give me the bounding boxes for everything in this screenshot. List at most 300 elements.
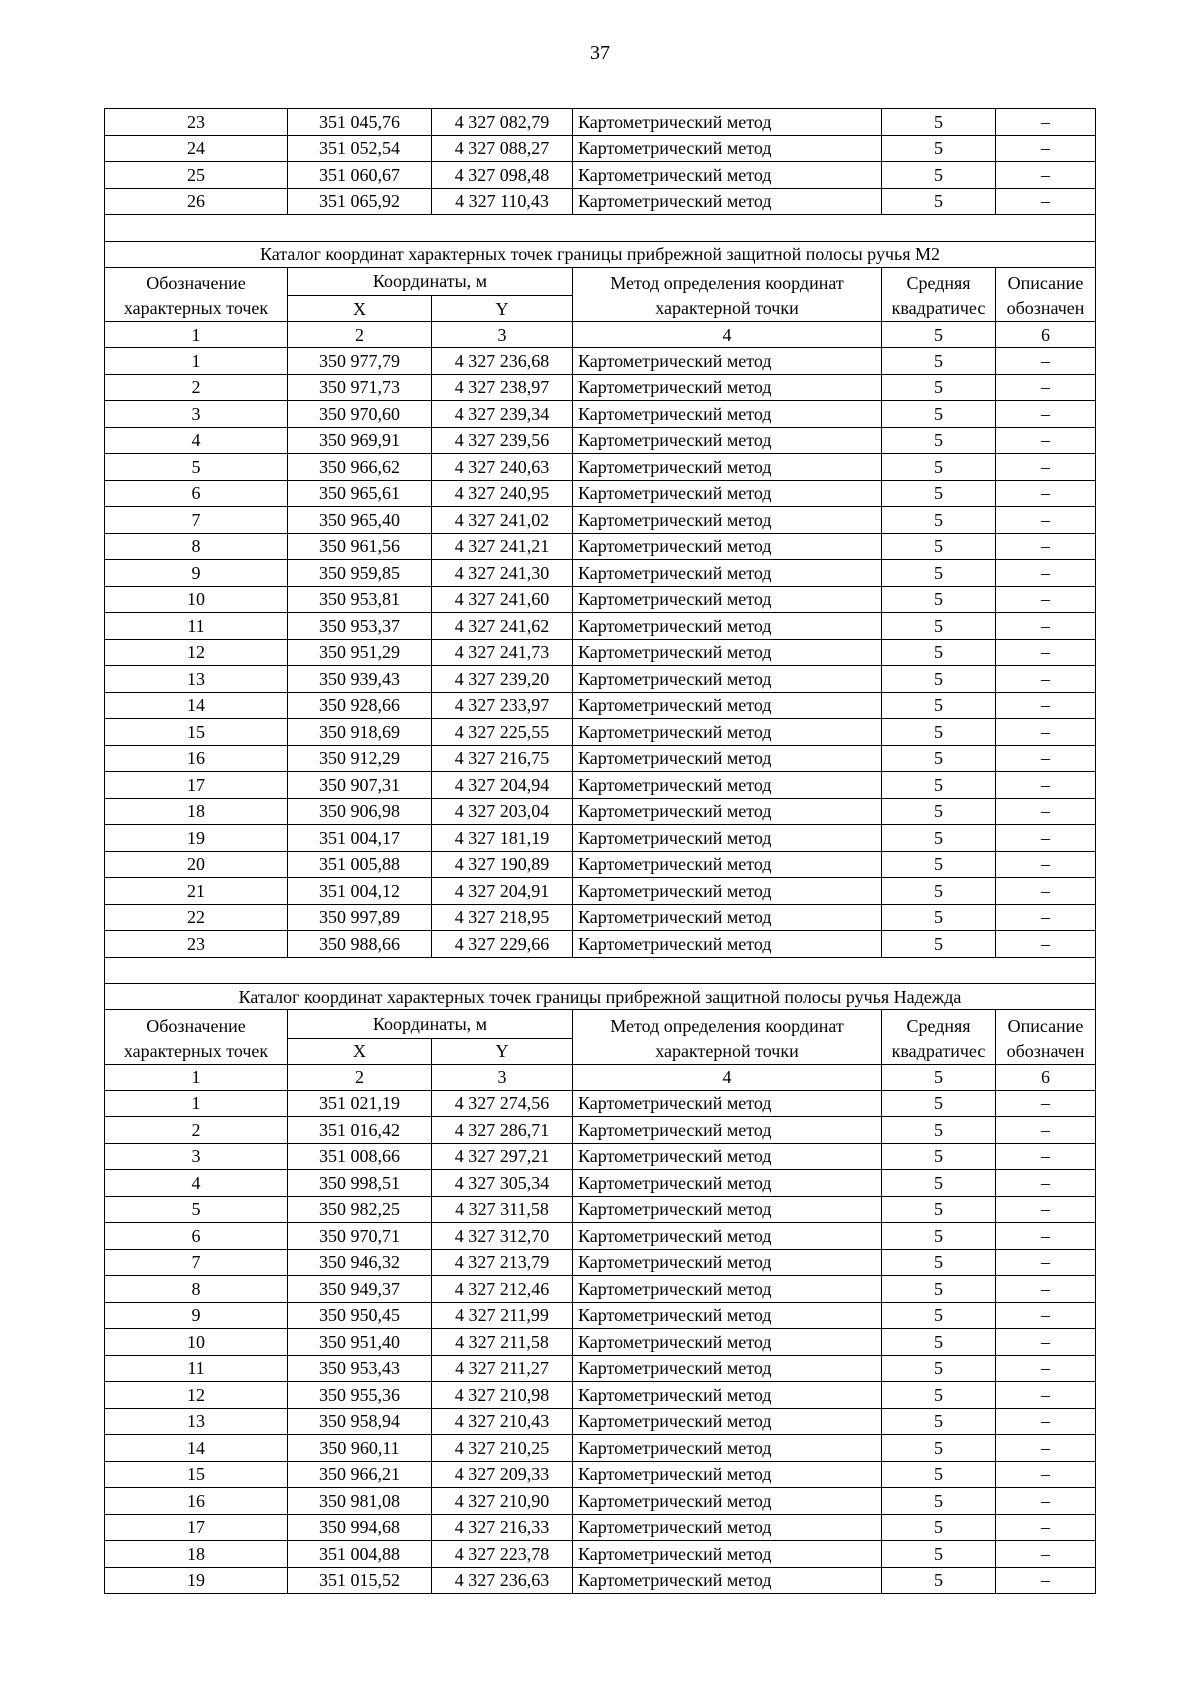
table-row	[105, 1143, 1096, 1170]
point-number-cell: 13	[105, 666, 288, 693]
point-number-cell: 12	[105, 1382, 288, 1409]
spacer-row	[105, 215, 1096, 242]
y-coordinate-cell: 4 327 297,21	[432, 1143, 573, 1170]
x-coordinate-cell: 351 005,88	[288, 851, 432, 878]
point-number-cell: 9	[105, 560, 288, 587]
x-coordinate-cell: 350 906,98	[288, 798, 432, 825]
table-row	[105, 1090, 1096, 1117]
column-number-row	[105, 322, 1096, 348]
method-cell: Картометрический метод	[573, 745, 882, 772]
x-coordinate-cell: 351 016,42	[288, 1117, 432, 1144]
x-coordinate-cell: 350 918,69	[288, 719, 432, 746]
method-cell: Картометрический метод	[573, 586, 882, 613]
method-cell: Картометрический метод	[573, 1223, 882, 1250]
mean-error-cell: 5	[882, 507, 996, 534]
mean-error-cell: 5	[882, 1117, 996, 1144]
description-cell: –	[996, 109, 1096, 136]
header-x: X	[288, 1038, 432, 1064]
x-coordinate-cell: 350 965,40	[288, 507, 432, 534]
point-number-cell: 4	[105, 427, 288, 454]
header-x: X	[288, 296, 432, 322]
mean-error-cell: 5	[882, 1276, 996, 1303]
point-number-cell: 24	[105, 135, 288, 162]
x-coordinate-cell: 350 939,43	[288, 666, 432, 693]
description-cell: –	[996, 1276, 1096, 1303]
spacer-row	[105, 957, 1096, 984]
description-cell: –	[996, 374, 1096, 401]
y-coordinate-cell: 4 327 210,98	[432, 1382, 573, 1409]
header-point-bottom: характерных точек	[105, 296, 288, 322]
table-row	[105, 162, 1096, 189]
point-number-cell: 1	[105, 1090, 288, 1117]
y-coordinate-cell: 4 327 236,68	[432, 348, 573, 375]
description-cell: –	[996, 1302, 1096, 1329]
method-cell: Картометрический метод	[573, 1541, 882, 1568]
y-coordinate-cell: 4 327 209,33	[432, 1461, 573, 1488]
table-row	[105, 1302, 1096, 1329]
method-cell: Картометрический метод	[573, 1302, 882, 1329]
header-mean-bottom: квадратичес	[882, 296, 996, 322]
point-number-cell: 18	[105, 1541, 288, 1568]
header-y: Y	[432, 296, 573, 322]
header-description-top: Описание	[996, 267, 1096, 296]
x-coordinate-cell: 350 970,60	[288, 401, 432, 428]
y-coordinate-cell: 4 327 211,99	[432, 1302, 573, 1329]
table-row	[105, 745, 1096, 772]
column-number: 3	[432, 322, 573, 348]
y-coordinate-cell: 4 327 210,43	[432, 1408, 573, 1435]
x-coordinate-cell: 350 966,21	[288, 1461, 432, 1488]
method-cell: Картометрический метод	[573, 109, 882, 136]
x-coordinate-cell: 350 969,91	[288, 427, 432, 454]
table-body	[105, 109, 1096, 1594]
table-row	[105, 1382, 1096, 1409]
header-point-top: Обозначение	[105, 267, 288, 296]
description-cell: –	[996, 586, 1096, 613]
y-coordinate-cell: 4 327 181,19	[432, 825, 573, 852]
description-cell: –	[996, 1170, 1096, 1197]
description-cell: –	[996, 904, 1096, 931]
method-cell: Картометрический метод	[573, 1090, 882, 1117]
x-coordinate-cell: 350 953,43	[288, 1355, 432, 1382]
mean-error-cell: 5	[882, 374, 996, 401]
header-y: Y	[432, 1038, 573, 1064]
y-coordinate-cell: 4 327 274,56	[432, 1090, 573, 1117]
method-cell: Картометрический метод	[573, 666, 882, 693]
x-coordinate-cell: 350 958,94	[288, 1408, 432, 1435]
method-cell: Картометрический метод	[573, 1143, 882, 1170]
method-cell: Картометрический метод	[573, 719, 882, 746]
method-cell: Картометрический метод	[573, 427, 882, 454]
spacer-cell	[105, 957, 1096, 984]
mean-error-cell: 5	[882, 188, 996, 215]
x-coordinate-cell: 351 021,19	[288, 1090, 432, 1117]
x-coordinate-cell: 350 955,36	[288, 1382, 432, 1409]
table-row	[105, 188, 1096, 215]
table-row	[105, 109, 1096, 136]
mean-error-cell: 5	[882, 931, 996, 958]
x-coordinate-cell: 350 928,66	[288, 692, 432, 719]
point-number-cell: 2	[105, 1117, 288, 1144]
mean-error-cell: 5	[882, 613, 996, 640]
y-coordinate-cell: 4 327 241,02	[432, 507, 573, 534]
table-row	[105, 1541, 1096, 1568]
description-cell: –	[996, 719, 1096, 746]
table-row	[105, 1461, 1096, 1488]
mean-error-cell: 5	[882, 401, 996, 428]
mean-error-cell: 5	[882, 904, 996, 931]
method-cell: Картометрический метод	[573, 135, 882, 162]
point-number-cell: 6	[105, 1223, 288, 1250]
header-row	[105, 267, 1096, 296]
description-cell: –	[996, 480, 1096, 507]
mean-error-cell: 5	[882, 135, 996, 162]
header-description-bottom: обозначен	[996, 296, 1096, 322]
x-coordinate-cell: 350 988,66	[288, 931, 432, 958]
description-cell: –	[996, 745, 1096, 772]
y-coordinate-cell: 4 327 223,78	[432, 1541, 573, 1568]
mean-error-cell: 5	[882, 1355, 996, 1382]
method-cell: Картометрический метод	[573, 1435, 882, 1462]
point-number-cell: 14	[105, 692, 288, 719]
method-cell: Картометрический метод	[573, 931, 882, 958]
description-cell: –	[996, 560, 1096, 587]
mean-error-cell: 5	[882, 639, 996, 666]
x-coordinate-cell: 350 951,29	[288, 639, 432, 666]
table-row	[105, 613, 1096, 640]
method-cell: Картометрический метод	[573, 188, 882, 215]
table-row	[105, 586, 1096, 613]
mean-error-cell: 5	[882, 1541, 996, 1568]
x-coordinate-cell: 350 953,81	[288, 586, 432, 613]
table-row	[105, 135, 1096, 162]
mean-error-cell: 5	[882, 1488, 996, 1515]
point-number-cell: 7	[105, 507, 288, 534]
description-cell: –	[996, 639, 1096, 666]
x-coordinate-cell: 351 004,17	[288, 825, 432, 852]
y-coordinate-cell: 4 327 204,94	[432, 772, 573, 799]
header-row	[105, 1010, 1096, 1039]
column-number: 3	[432, 1064, 573, 1090]
description-cell: –	[996, 1488, 1096, 1515]
description-cell: –	[996, 533, 1096, 560]
mean-error-cell: 5	[882, 1408, 996, 1435]
column-number: 1	[105, 322, 288, 348]
header-coordinates: Координаты, м	[288, 1010, 573, 1039]
y-coordinate-cell: 4 327 216,33	[432, 1514, 573, 1541]
header-mean-top: Средняя	[882, 267, 996, 296]
description-cell: –	[996, 772, 1096, 799]
point-number-cell: 17	[105, 772, 288, 799]
header-point-bottom: характерных точек	[105, 1038, 288, 1064]
description-cell: –	[996, 1541, 1096, 1568]
table-title-row	[105, 241, 1096, 267]
method-cell: Картометрический метод	[573, 1355, 882, 1382]
table-row	[105, 825, 1096, 852]
method-cell: Картометрический метод	[573, 1170, 882, 1197]
mean-error-cell: 5	[882, 1196, 996, 1223]
header-point-top: Обозначение	[105, 1010, 288, 1039]
mean-error-cell: 5	[882, 825, 996, 852]
method-cell: Картометрический метод	[573, 878, 882, 905]
mean-error-cell: 5	[882, 666, 996, 693]
table-row	[105, 1408, 1096, 1435]
mean-error-cell: 5	[882, 1249, 996, 1276]
y-coordinate-cell: 4 327 238,97	[432, 374, 573, 401]
mean-error-cell: 5	[882, 1090, 996, 1117]
table-row	[105, 1488, 1096, 1515]
x-coordinate-cell: 351 060,67	[288, 162, 432, 189]
column-number-row	[105, 1064, 1096, 1090]
y-coordinate-cell: 4 327 229,66	[432, 931, 573, 958]
table-row	[105, 1196, 1096, 1223]
column-number: 2	[288, 1064, 432, 1090]
x-coordinate-cell: 350 946,32	[288, 1249, 432, 1276]
table-row	[105, 480, 1096, 507]
y-coordinate-cell: 4 327 236,63	[432, 1567, 573, 1594]
mean-error-cell: 5	[882, 427, 996, 454]
table-row	[105, 454, 1096, 481]
description-cell: –	[996, 1223, 1096, 1250]
point-number-cell: 3	[105, 1143, 288, 1170]
x-coordinate-cell: 350 970,71	[288, 1223, 432, 1250]
point-number-cell: 3	[105, 401, 288, 428]
header-description-bottom: обозначен	[996, 1038, 1096, 1064]
table-row	[105, 1435, 1096, 1462]
header-row	[105, 1038, 1096, 1064]
x-coordinate-cell: 350 977,79	[288, 348, 432, 375]
x-coordinate-cell: 350 960,11	[288, 1435, 432, 1462]
spacer-cell	[105, 215, 1096, 242]
table-row	[105, 401, 1096, 428]
point-number-cell: 15	[105, 719, 288, 746]
description-cell: –	[996, 1117, 1096, 1144]
point-number-cell: 1	[105, 348, 288, 375]
table-row	[105, 851, 1096, 878]
description-cell: –	[996, 1196, 1096, 1223]
header-method-top: Метод определения координат	[573, 267, 882, 296]
header-row	[105, 296, 1096, 322]
x-coordinate-cell: 350 997,89	[288, 904, 432, 931]
x-coordinate-cell: 350 971,73	[288, 374, 432, 401]
method-cell: Картометрический метод	[573, 1488, 882, 1515]
x-coordinate-cell: 350 966,62	[288, 454, 432, 481]
table-row	[105, 719, 1096, 746]
x-coordinate-cell: 350 959,85	[288, 560, 432, 587]
table-row	[105, 1276, 1096, 1303]
method-cell: Картометрический метод	[573, 1117, 882, 1144]
header-coordinates: Координаты, м	[288, 267, 573, 296]
table-row	[105, 533, 1096, 560]
y-coordinate-cell: 4 327 241,21	[432, 533, 573, 560]
point-number-cell: 10	[105, 1329, 288, 1356]
y-coordinate-cell: 4 327 082,79	[432, 109, 573, 136]
y-coordinate-cell: 4 327 203,04	[432, 798, 573, 825]
point-number-cell: 6	[105, 480, 288, 507]
y-coordinate-cell: 4 327 212,46	[432, 1276, 573, 1303]
y-coordinate-cell: 4 327 312,70	[432, 1223, 573, 1250]
y-coordinate-cell: 4 327 210,25	[432, 1435, 573, 1462]
mean-error-cell: 5	[882, 109, 996, 136]
description-cell: –	[996, 798, 1096, 825]
mean-error-cell: 5	[882, 1170, 996, 1197]
mean-error-cell: 5	[882, 745, 996, 772]
table-row	[105, 692, 1096, 719]
table-row	[105, 772, 1096, 799]
y-coordinate-cell: 4 327 233,97	[432, 692, 573, 719]
description-cell: –	[996, 1329, 1096, 1356]
method-cell: Картометрический метод	[573, 904, 882, 931]
x-coordinate-cell: 351 004,12	[288, 878, 432, 905]
mean-error-cell: 5	[882, 1223, 996, 1250]
description-cell: –	[996, 1567, 1096, 1594]
x-coordinate-cell: 350 982,25	[288, 1196, 432, 1223]
y-coordinate-cell: 4 327 216,75	[432, 745, 573, 772]
table-row	[105, 904, 1096, 931]
table-row	[105, 1355, 1096, 1382]
description-cell: –	[996, 1355, 1096, 1382]
y-coordinate-cell: 4 327 213,79	[432, 1249, 573, 1276]
table-row	[105, 666, 1096, 693]
description-cell: –	[996, 1435, 1096, 1462]
column-number: 6	[996, 1064, 1096, 1090]
method-cell: Картометрический метод	[573, 507, 882, 534]
method-cell: Картометрический метод	[573, 1329, 882, 1356]
point-number-cell: 7	[105, 1249, 288, 1276]
x-coordinate-cell: 351 015,52	[288, 1567, 432, 1594]
table-row	[105, 374, 1096, 401]
description-cell: –	[996, 401, 1096, 428]
mean-error-cell: 5	[882, 1435, 996, 1462]
description-cell: –	[996, 1461, 1096, 1488]
point-number-cell: 8	[105, 533, 288, 560]
method-cell: Картометрический метод	[573, 560, 882, 587]
point-number-cell: 2	[105, 374, 288, 401]
point-number-cell: 11	[105, 1355, 288, 1382]
point-number-cell: 13	[105, 1408, 288, 1435]
description-cell: –	[996, 348, 1096, 375]
description-cell: –	[996, 507, 1096, 534]
point-number-cell: 17	[105, 1514, 288, 1541]
y-coordinate-cell: 4 327 286,71	[432, 1117, 573, 1144]
column-number: 1	[105, 1064, 288, 1090]
y-coordinate-cell: 4 327 211,58	[432, 1329, 573, 1356]
y-coordinate-cell: 4 327 204,91	[432, 878, 573, 905]
method-cell: Картометрический метод	[573, 480, 882, 507]
table-title: Каталог координат характерных точек границы прибрежной защитной полосы ручья М2	[105, 241, 1096, 267]
y-coordinate-cell: 4 327 241,60	[432, 586, 573, 613]
method-cell: Картометрический метод	[573, 825, 882, 852]
mean-error-cell: 5	[882, 1143, 996, 1170]
point-number-cell: 8	[105, 1276, 288, 1303]
point-number-cell: 25	[105, 162, 288, 189]
mean-error-cell: 5	[882, 798, 996, 825]
point-number-cell: 20	[105, 851, 288, 878]
method-cell: Картометрический метод	[573, 1567, 882, 1594]
point-number-cell: 23	[105, 931, 288, 958]
point-number-cell: 26	[105, 188, 288, 215]
description-cell: –	[996, 613, 1096, 640]
description-cell: –	[996, 1249, 1096, 1276]
y-coordinate-cell: 4 327 190,89	[432, 851, 573, 878]
header-mean-bottom: квадратичес	[882, 1038, 996, 1064]
point-number-cell: 15	[105, 1461, 288, 1488]
point-number-cell: 19	[105, 1567, 288, 1594]
x-coordinate-cell: 350 961,56	[288, 533, 432, 560]
x-coordinate-cell: 350 951,40	[288, 1329, 432, 1356]
y-coordinate-cell: 4 327 110,43	[432, 188, 573, 215]
table-row	[105, 931, 1096, 958]
point-number-cell: 10	[105, 586, 288, 613]
method-cell: Картометрический метод	[573, 454, 882, 481]
y-coordinate-cell: 4 327 239,20	[432, 666, 573, 693]
x-coordinate-cell: 351 004,88	[288, 1541, 432, 1568]
y-coordinate-cell: 4 327 240,63	[432, 454, 573, 481]
y-coordinate-cell: 4 327 218,95	[432, 904, 573, 931]
table-row	[105, 427, 1096, 454]
x-coordinate-cell: 350 950,45	[288, 1302, 432, 1329]
table-row	[105, 1170, 1096, 1197]
point-number-cell: 14	[105, 1435, 288, 1462]
y-coordinate-cell: 4 327 098,48	[432, 162, 573, 189]
method-cell: Картометрический метод	[573, 1514, 882, 1541]
mean-error-cell: 5	[882, 1461, 996, 1488]
point-number-cell: 9	[105, 1302, 288, 1329]
mean-error-cell: 5	[882, 692, 996, 719]
column-number: 2	[288, 322, 432, 348]
table-row	[105, 560, 1096, 587]
table-row	[105, 878, 1096, 905]
y-coordinate-cell: 4 327 241,73	[432, 639, 573, 666]
y-coordinate-cell: 4 327 241,62	[432, 613, 573, 640]
point-number-cell: 16	[105, 745, 288, 772]
column-number: 5	[882, 322, 996, 348]
mean-error-cell: 5	[882, 1514, 996, 1541]
point-number-cell: 5	[105, 454, 288, 481]
method-cell: Картометрический метод	[573, 639, 882, 666]
table-row	[105, 1567, 1096, 1594]
point-number-cell: 5	[105, 1196, 288, 1223]
description-cell: –	[996, 454, 1096, 481]
page-number: 37	[590, 42, 610, 64]
table-row	[105, 348, 1096, 375]
mean-error-cell: 5	[882, 348, 996, 375]
description-cell: –	[996, 162, 1096, 189]
y-coordinate-cell: 4 327 225,55	[432, 719, 573, 746]
point-number-cell: 18	[105, 798, 288, 825]
x-coordinate-cell: 351 052,54	[288, 135, 432, 162]
description-cell: –	[996, 692, 1096, 719]
header-method-bottom: характерной точки	[573, 296, 882, 322]
x-coordinate-cell: 350 965,61	[288, 480, 432, 507]
description-cell: –	[996, 1514, 1096, 1541]
y-coordinate-cell: 4 327 311,58	[432, 1196, 573, 1223]
x-coordinate-cell: 350 949,37	[288, 1276, 432, 1303]
column-number: 4	[573, 322, 882, 348]
table-row	[105, 507, 1096, 534]
mean-error-cell: 5	[882, 1302, 996, 1329]
mean-error-cell: 5	[882, 1567, 996, 1594]
mean-error-cell: 5	[882, 533, 996, 560]
point-number-cell: 23	[105, 109, 288, 136]
method-cell: Картометрический метод	[573, 772, 882, 799]
table-title: Каталог координат характерных точек границы прибрежной защитной полосы ручья Надежда	[105, 984, 1096, 1010]
method-cell: Картометрический метод	[573, 374, 882, 401]
mean-error-cell: 5	[882, 162, 996, 189]
description-cell: –	[996, 427, 1096, 454]
mean-error-cell: 5	[882, 1382, 996, 1409]
column-number: 5	[882, 1064, 996, 1090]
